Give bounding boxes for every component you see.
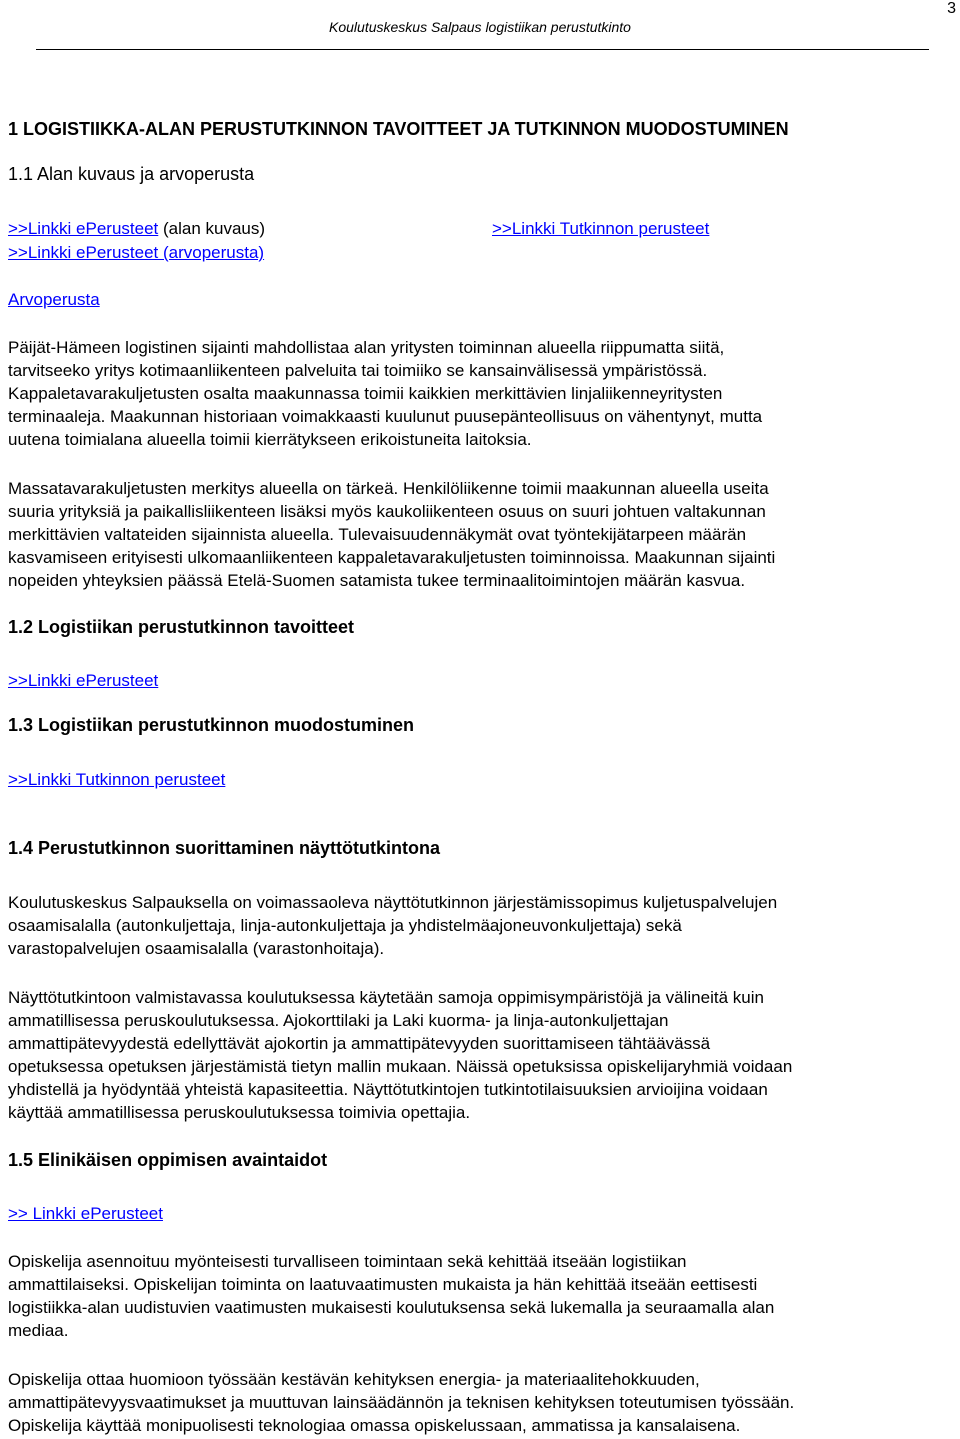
- paragraph-line: osaamisalalla (autonkuljettaja, linja-autonkuljettaja ja yhdistelmäajoneuvonkuljettaja) sekä: [8, 916, 682, 935]
- page-number: 3: [947, 0, 956, 17]
- paragraph-line: ammattilaiseksi. Opiskelijan toiminta on laatuvaatimusten mukaista ja hän kehittää itseään eettisesti: [8, 1275, 758, 1294]
- paragraph-line: suuria yrityksiä ja paikallisliikenteen lisäksi myös kaukoliikenteen osuus on suuri johtuen valtakunnan: [8, 502, 766, 521]
- paragraph-line: kasvamiseen erityisesti ulkomaanliikenteen kappaletavarakuljetusten toiminnoissa. Maakunnan sijainti: [8, 548, 776, 567]
- arvoperusta-paragraph-1: [8, 336, 938, 451]
- eperusteet-arvoperusta-link[interactable]: [8, 241, 264, 264]
- arvoperusta-label-text: Arvoperusta: [8, 290, 100, 309]
- paragraph-line: merkittävien valtateiden sijainnista alueella. Tulevaisuudennäkymät ovat työntekijätarpeen määrän: [8, 525, 747, 544]
- avaintaidot-paragraph-1: [8, 1250, 938, 1342]
- section-1-5-link-wrap: [8, 1202, 163, 1225]
- section-heading-1-1: 1.1 Alan kuvaus ja arvoperusta: [8, 164, 255, 184]
- paragraph-line: logistiikka-alan uudistuvien vaatimusten mukaisesti koulutuksensa sekä lukemalla ja seuraamalla alan: [8, 1298, 775, 1317]
- tutkinnon-perusteet-link[interactable]: [492, 217, 709, 240]
- alan-kuvaus-suffix: (alan kuvaus): [158, 219, 266, 238]
- nayttotutkinto-paragraph-1: [8, 891, 938, 960]
- paragraph-line: ammatillisessa peruskoulutuksessa. Ajokorttilaki ja Laki kuorma- ja linja-autonkuljettajan: [8, 1011, 669, 1030]
- section-heading-1-4: 1.4 Perustutkinnon suorittaminen näyttötutkintona: [8, 838, 441, 858]
- section-heading-1-5: 1.5 Elinikäisen oppimisen avaintaidot: [8, 1150, 328, 1170]
- chapter-heading: 1 LOGISTIIKKA-ALAN PERUSTUTKINNON TAVOITTEET JA TUTKINNON MUODOSTUMINEN: [8, 119, 789, 139]
- paragraph-line: tarvitseeko yritys kotimaanliikenteen palveluita tai toimiiko se kansainvälisessä ympäristössä.: [8, 361, 708, 380]
- eperusteet-avaintaidot-link[interactable]: >> Linkki ePerusteet: [8, 1204, 163, 1223]
- paragraph-line: varastopalvelujen osaamisalalla (varastonhoitaja).: [8, 939, 385, 958]
- eperusteet-alan-kuvaus-link[interactable]: >>Linkki ePerusteet: [8, 219, 159, 238]
- paragraph-line: terminaaleja. Maakunnan historiaan voimakkaasti kuulunut puusepänteollisuus on vähentynyt, mutta: [8, 407, 763, 426]
- paragraph-line: ammattipätevyydestä edellyttävät ajokortin ja ammattipätevyyden suorittamiseen tähtäävässä: [8, 1034, 711, 1053]
- section-1-2-link-wrap: [8, 669, 158, 692]
- eperusteet-arvoperusta-link-text[interactable]: >>Linkki ePerusteet (arvoperusta): [8, 243, 265, 262]
- paragraph-line: opetuksessa opetuksen järjestämistä tietyn mallin mukaan. Näissä opetuksissa opiskelijaryhmiä voidaan: [8, 1057, 793, 1076]
- eperusteet-tavoitteet-link[interactable]: >>Linkki ePerusteet: [8, 671, 159, 690]
- link-row-alan-kuvaus: [8, 217, 265, 240]
- section-heading-1-2: 1.2 Logistiikan perustutkinnon tavoitteet: [8, 617, 355, 637]
- paragraph-line: Opiskelija ottaa huomioon työssään kestävän kehityksen energia- ja materiaalitehokkuuden,: [8, 1370, 700, 1389]
- paragraph-line: mediaa.: [8, 1321, 69, 1340]
- paragraph-line: Päijät-Hämeen logistinen sijainti mahdollistaa alan yritysten toiminnan alueella riippumatta siitä,: [8, 338, 725, 357]
- paragraph-line: uutena toimialana alueella toimii kierrätykseen erikoistuneita laitoksia.: [8, 430, 532, 449]
- tutkinnon-perusteet-link-text[interactable]: >>Linkki Tutkinnon perusteet: [492, 219, 710, 238]
- arvoperusta-label: [8, 288, 100, 311]
- paragraph-line: ammattipätevyysvaatimukset ja muuttuvan lainsäädännön ja teknisen kehityksen toteutumisen työssään.: [8, 1393, 795, 1412]
- arvoperusta-paragraph-2: [8, 477, 938, 592]
- nayttotutkinto-paragraph-2: [8, 986, 938, 1124]
- section-heading-1-3: 1.3 Logistiikan perustutkinnon muodostuminen: [8, 715, 415, 735]
- header-divider: [36, 49, 929, 50]
- paragraph-line: Massatavarakuljetusten merkitys alueella on tärkeä. Henkilöliikenne toimii maakunnan alueella useita: [8, 479, 769, 498]
- paragraph-line: Opiskelija asennoituu myönteisesti turvalliseen toimintaan sekä kehittää itseään logistiikan: [8, 1252, 687, 1271]
- section-1-3-link-wrap: [8, 768, 225, 791]
- paragraph-line: nopeiden yhteyksien päässä Etelä-Suomen satamista tukee terminaalitoimintojen määrän kasvua.: [8, 571, 746, 590]
- paragraph-line: Kappaletavarakuljetusten osalta maakunnassa toimii kaikkien merkittävien linjaliikenneyritysten: [8, 384, 723, 403]
- running-header-title: Koulutuskeskus Salpaus logistiikan perustutkinto: [329, 19, 631, 35]
- paragraph-line: Opiskelija käyttää monipuolisesti teknologiaa omassa opiskelussaan, ammatissa ja kansalaisena.: [8, 1416, 741, 1435]
- paragraph-line: käyttää ammatillisessa peruskoulutuksessa toimivia opettajia.: [8, 1103, 471, 1122]
- avaintaidot-paragraph-2: [8, 1368, 938, 1437]
- paragraph-line: yhdistellä ja hyödyntää yhteistä kapasiteettia. Näyttötutkintojen tutkintotilaisuuksien arvioijina voidaan: [8, 1080, 768, 1099]
- tutkinnon-perusteet-muodostuminen-link[interactable]: >>Linkki Tutkinnon perusteet: [8, 770, 226, 789]
- paragraph-line: Näyttötutkintoon valmistavassa koulutuksessa käytetään samoja oppimisympäristöjä ja välineitä kuin: [8, 988, 764, 1007]
- paragraph-line: Koulutuskeskus Salpauksella on voimassaoleva näyttötutkinnon järjestämissopimus kuljetuspalvelujen: [8, 893, 778, 912]
